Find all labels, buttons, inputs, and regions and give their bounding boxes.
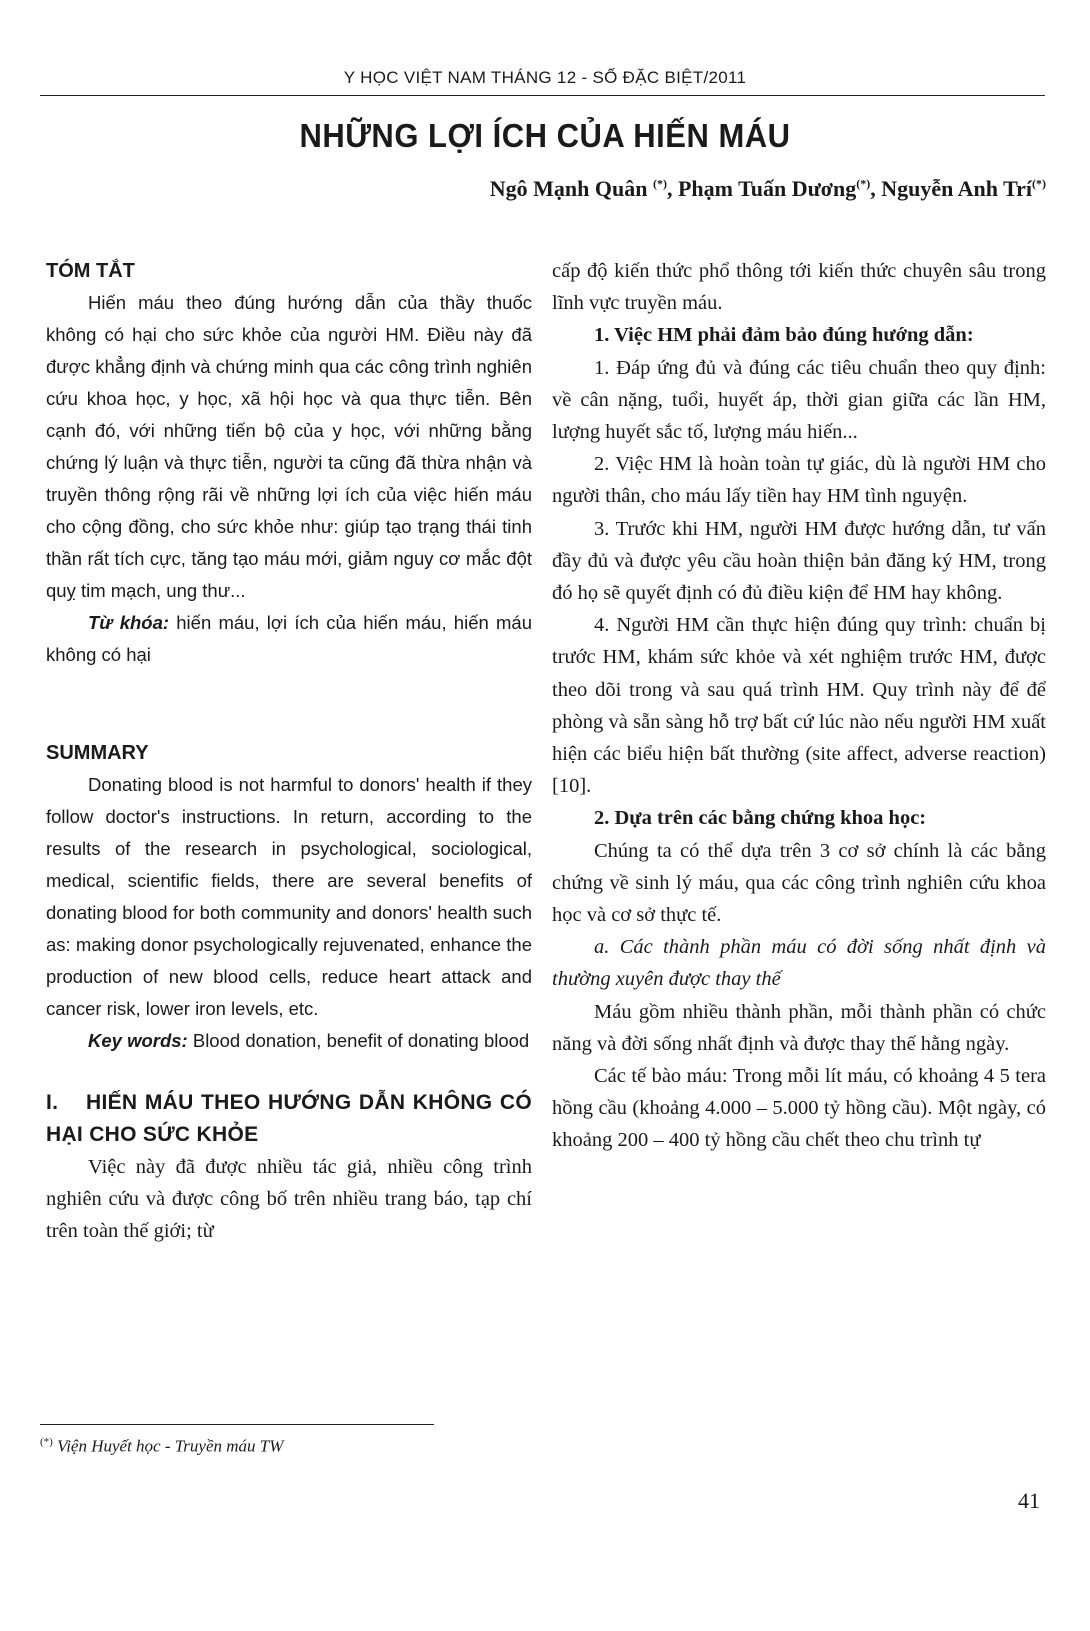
author-list: Ngô Mạnh Quân (*), Phạm Tuấn Dương(*), Nguyễn Anh Trí(*) [489, 176, 1046, 201]
summary-heading: SUMMARY [46, 742, 149, 764]
list-item: 4. Người HM cần thực hiện đúng quy trình: chuẩn bị trước HM, khám sức khỏe và xét nghiệm trước HM, được theo dõi trong và sau quá trình HM. Quy trình này để để phòng và sẵn sàng hỗ trợ bất cứ lúc nào nếu người HM xuất hiện các biểu hiện bất thường (site affect, adverse reaction) [10]. [552, 614, 1046, 798]
subsection-2-body: Chúng ta có thể dựa trên 3 cơ sở chính là các bằng chứng về sinh lý máu, qua các công trình nghiên cứu khoa học và cơ sở thực tế. [552, 839, 1046, 927]
list-item: 1. Đáp ứng đủ và đúng các tiêu chuẩn theo quy định: về cân nặng, tuổi, huyết áp, thời gian giữa các lần HM, lượng huyết sắc tố, lượng máu hiến... [552, 356, 1046, 444]
section-title: HIẾN MÁU THEO HƯỚNG DẪN KHÔNG CÓ HẠI CHO SỨC KHỎE [46, 1091, 532, 1146]
section-number: I. [46, 1091, 59, 1114]
header-rule [40, 95, 1045, 96]
article-title: NHỮNG LỢI ÍCH CỦA HIẾN MÁU [299, 116, 791, 155]
right-column [552, 255, 1046, 1157]
footnote-text: Viện Huyết học - Truyền máu TW [52, 1436, 284, 1456]
footnote-mark: (*) [40, 1436, 53, 1448]
left-column [46, 255, 532, 1248]
list-item: 3. Trước khi HM, người HM được hướng dẫn, tư vấn đầy đủ và được yêu cầu hoàn thiện bản đăng ký HM, trong đó họ sẽ quyết định có đủ điều kiện để HM hay không. [552, 517, 1046, 605]
tomtat-body: Hiến máu theo đúng hướng dẫn của thầy thuốc không có hại cho sức khỏe của người HM. Điều này đã được khẳng định và chứng minh qua các công trình nghiên cứu khoa học, y học, xã hội học và qua thực tiễn. Bên cạnh đó, với những tiến bộ của y học, với những bằng chứng lý luận và thực tiễn, người ta cũng đã thừa nhận và truyền thông rộng rãi về những lợi ích của việc hiến máu cho cộng đồng, cho sức khỏe như: giúp tạo trạng thái tinh thần rất tích cực, tăng tạo máu mới, giảm nguy cơ mắc đột quỵ tim mạch, ung thư... [46, 292, 532, 601]
keywords-text: Blood donation, benefit of donating blood [187, 1030, 530, 1051]
subsection-2a-body-2: Các tế bào máu: Trong mỗi lít máu, có khoảng 4 5 tera hồng cầu (khoảng 4.000 – 5.000 tỷ hồng cầu). Một ngày, có khoảng 200 – 400 tỷ hồng cầu chết theo chu trình tự [552, 1065, 1046, 1152]
page-number: 41 [1018, 1488, 1040, 1513]
section-heading [46, 1087, 532, 1151]
section-intro-continued: cấp độ kiến thức phổ thông tới kiến thức chuyên sâu trong lĩnh vực truyền máu. [552, 260, 1046, 315]
footnote-rule [40, 1424, 434, 1425]
author-mark: (*) [1032, 176, 1046, 191]
summary-keywords [46, 1025, 532, 1057]
keywords-label: Key words: [88, 1030, 188, 1051]
footnote [40, 1436, 283, 1457]
keywords-label: Từ khóa: [88, 612, 170, 633]
subsection-1-heading: 1. Việc HM phải đảm bảo đúng hướng dẫn: [594, 324, 974, 347]
summary-body: Donating blood is not harmful to donors' health if they follow doctor's instructions. In return, according to the results of the research in psychological, sociological, medical, scientific fields, there are several benefits of donating blood for both community and donors' health such as: making donor psychologically rejuvenated, enhance the production of new blood cells, reduce heart attack and cancer risk, lower iron levels, etc. [46, 774, 532, 1019]
tomtat-heading: TÓM TẮT [46, 260, 135, 282]
author-name: Ngô Mạnh Quân [489, 176, 648, 201]
running-header: Y HỌC VIỆT NAM THÁNG 12 - SỐ ĐẶC BIỆT/2011 [343, 68, 747, 87]
keywords-text: hiến máu, lợi ích của hiến máu, hiến máu không có hại [46, 612, 532, 665]
list-item: 2. Việc HM là hoàn toàn tự giác, dù là người HM cho người thân, cho máu lấy tiền hay HM tình nguyện. [552, 453, 1046, 508]
subsection-2a-heading: a. Các thành phần máu có đời sống nhất định và thường xuyên được thay thế [552, 936, 1046, 991]
tomtat-keywords [46, 607, 532, 671]
section-intro: Việc này đã được nhiều tác giả, nhiều công trình nghiên cứu và được công bố trên nhiều trang báo, tạp chí trên toàn thế giới; từ [46, 1156, 532, 1243]
author-mark: (*) [856, 176, 871, 191]
subsection-2-heading: 2. Dựa trên các bằng chứng khoa học: [594, 807, 927, 830]
author-mark: (*) [652, 176, 667, 191]
subsection-2a-body: Máu gồm nhiều thành phần, mỗi thành phần có chức năng và đời sống nhất định và được thay thế hằng ngày. [552, 1000, 1046, 1055]
author-name: Nguyễn Anh Trí [881, 176, 1032, 201]
author-name: Phạm Tuấn Dương [677, 176, 857, 201]
